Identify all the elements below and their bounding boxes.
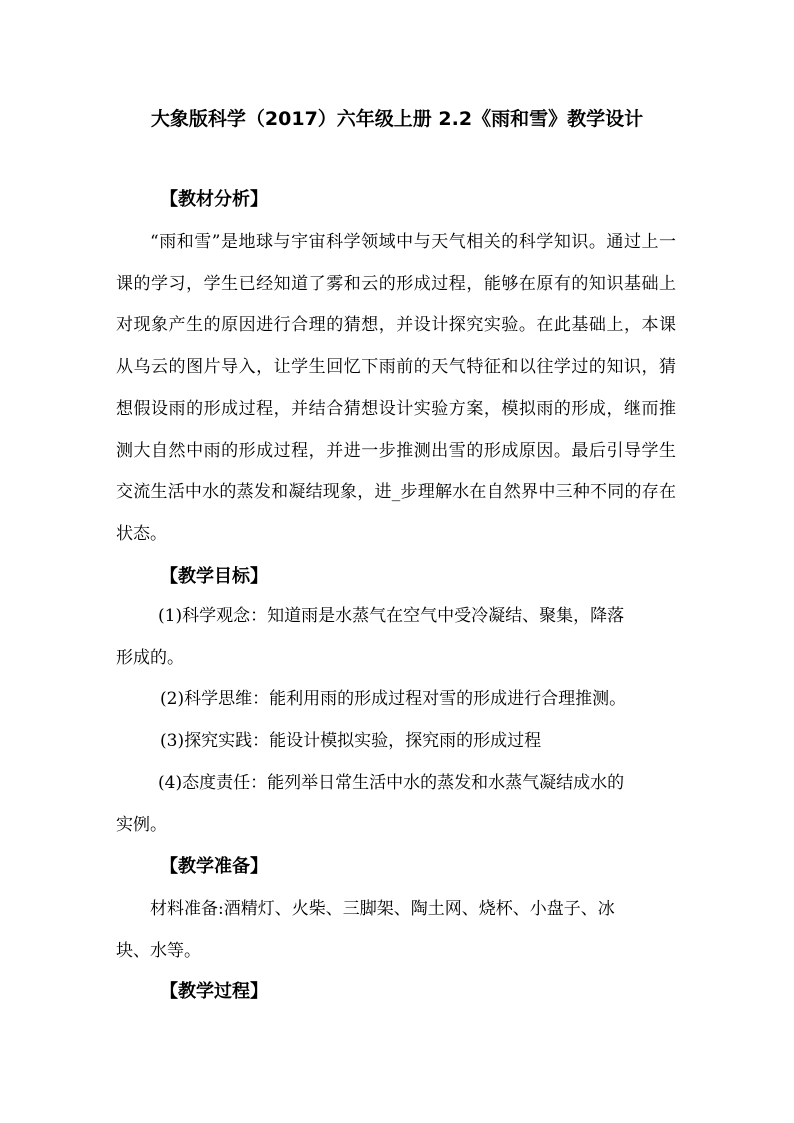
goal-item-3: (3)探究实践：能设计模拟实验，探究雨的形成过程 — [160, 731, 542, 751]
goal-item-4-line-1: (4)态度责任：能列举日常生活中水的蒸发和水蒸气凝结成水的 — [158, 773, 625, 793]
section-heading-process: 【教学过程】 — [160, 981, 268, 1002]
goal-item-2: (2)科学思维：能利用雨的形成过程对雪的形成进行合理推测。 — [160, 689, 627, 709]
section-heading-preparation: 【教学准备】 — [160, 856, 268, 877]
section-heading-analysis: 【教材分析】 — [160, 189, 268, 210]
goal-item-1-line-1: (1)科学观念：知道雨是水蒸气在空气中受冷凝结、聚集，降落 — [158, 606, 625, 626]
analysis-paragraph: “雨和雪”是地球与宇宙科学领域中与天气相关的科学知识。通过上一课的学习，学生已经知道了雾和云的形成过程，能够在原有的知识基础上对现象产生的原因进行合理的猜想，并设计探究实验。在此基础上，本课从乌云的图片导入，让学生回忆下雨前的天气特征和以往学过的知识，猜想假设雨的形成过程，并结合猜想设计实验方案，模拟雨的形成，继而推测大自然中雨的形成过程，并进一步推测出雪的形成原因。最后引导学生交流生活中水的蒸发和凝结现象，进_步理解水在自然界中三种不同的存在状态。 — [116, 232, 676, 544]
preparation-line-2: 块、水等。 — [116, 941, 201, 961]
section-heading-goals: 【教学目标】 — [160, 566, 268, 587]
preparation-line-1: 材料准备:酒精灯、火柴、三脚架、陶土网、烧杯、小盘子、冰 — [150, 899, 615, 919]
document-title: 大象版科学（2017）六年级上册 2.2《雨和雪》教学设计 — [150, 108, 644, 130]
goal-item-4-line-2: 实例。 — [116, 815, 167, 835]
goal-item-1-line-2: 形成的。 — [116, 648, 184, 668]
